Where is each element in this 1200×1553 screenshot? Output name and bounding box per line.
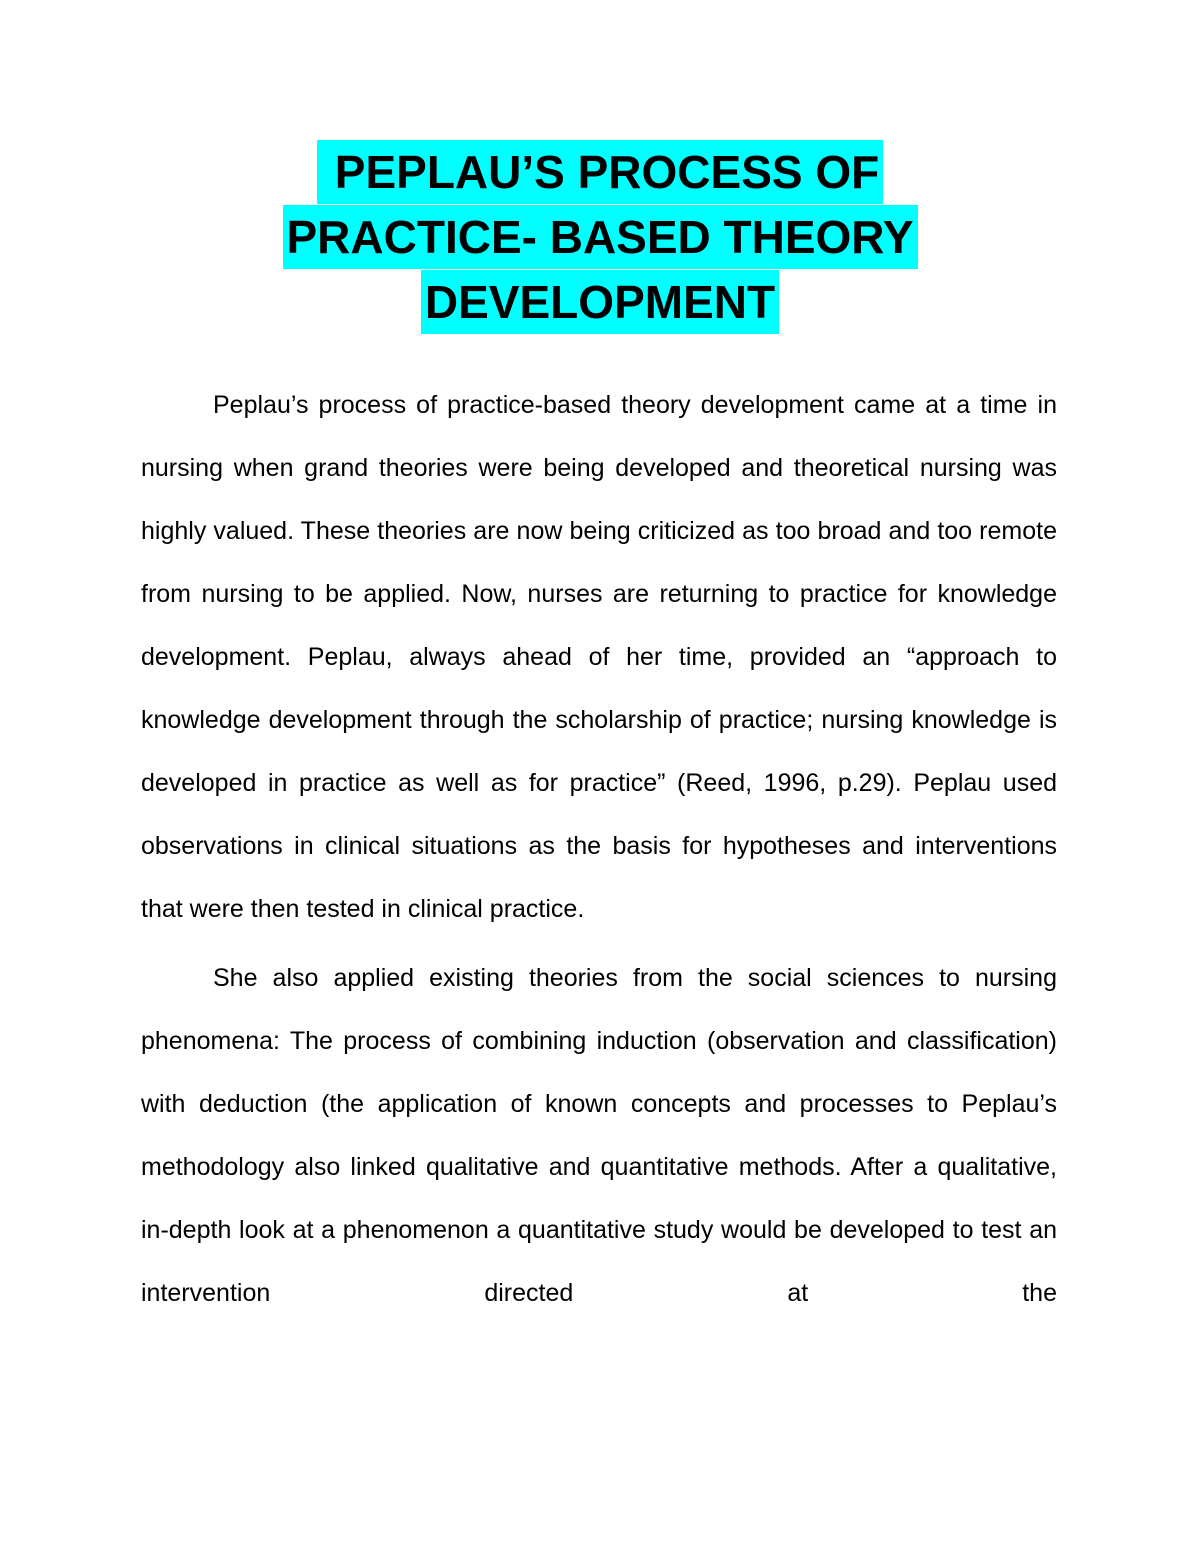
title-line-2: PRACTICE- BASED THEORY <box>283 205 918 269</box>
document-body <box>141 374 1057 1331</box>
title-line-3: DEVELOPMENT <box>421 270 779 334</box>
body-paragraph-1: Peplau’s process of practice-based theory development came at a time in nursing when grand theories were being developed and theoretical nursing was highly valued. These theories are now being criticized as too broad and too remote from nursing to be applied. Now, nurses are returning to practice for knowledge development. Peplau, always ahead of her time, provided an “approach to knowledge development through the scholarship of practice; nursing knowledge is developed in practice as well as for practice” (Reed, 1996, p.29). Peplau used observations in clinical situations as the basis for hypotheses and interventions that were then tested in clinical practice. <box>141 391 1057 923</box>
document-title <box>140 140 1060 335</box>
title-line-1: PEPLAU’S PROCESS OF <box>317 140 883 204</box>
body-paragraph-2: She also applied existing theories from the social sciences to nursing phenomena: The process of combining induction (observation and classification) with deduction (the application of known concepts and processes to Peplau’s methodology also linked qualitative and quantitative methods. After a qualitative, in-depth look at a phenomenon a quantitative study would be developed to test an intervention directed at the <box>141 964 1057 1307</box>
